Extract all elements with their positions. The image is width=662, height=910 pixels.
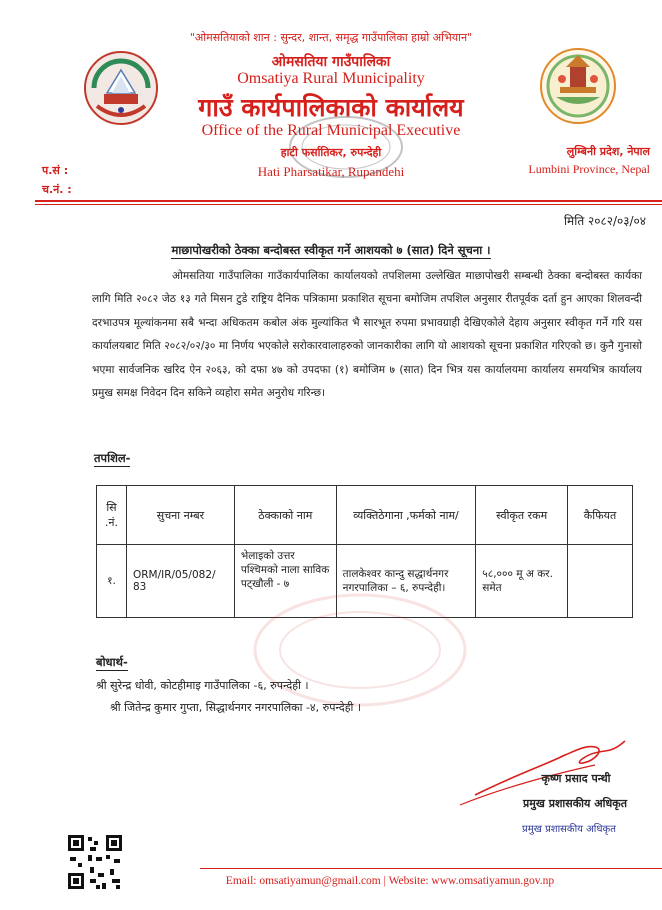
cell-notice-number: ORM/IR/05/082/ 83 — [126, 545, 234, 618]
municipality-name-nepali: ओमसतिया गाउँपालिका — [271, 54, 391, 70]
signatory-stamp-title: प्रमुख प्रशासकीय अधिकृत — [522, 824, 616, 835]
signatory-title: प्रमुख प्रशासकीय अधिकृत — [523, 797, 627, 810]
letter-body — [92, 265, 642, 405]
cc-heading: बोधार्थ- — [96, 655, 128, 669]
header-divider — [35, 200, 662, 202]
cell-approved-amount: ५८,००० मू अ कर. समेत — [476, 545, 568, 618]
cell-contractor: तालकेश्वर कान्दु सद्धार्थनगर नगरपालिका – ६, रुपन्देही। — [336, 545, 476, 618]
dispatch-number-label: च.नं. : — [42, 183, 72, 196]
signatory-name: कृष्ण प्रसाद पन्थी — [541, 772, 611, 785]
cc-line-2: श्री जितेन्द्र कुमार गुप्ता, सिद्धार्थनगर नगरपालिका -४, रुपन्देही । — [110, 701, 362, 714]
office-name-english: Office of the Rural Municipal Executive — [201, 122, 461, 139]
letter-body-paragraph: ओमसतिया गाउँपालिका गाउँकार्यपालिका कार्यालयको तपशिलमा उल्लेखित माछापोखरी सम्बन्धी ठेक्का बन्दोबस्त कार्यका लागि मिति २०८२ जेठ १३ गते मिसन टुडे राष्ट्रिय दैनिक पत्रिकामा प्रकाशित सूचना बमोजिम तपशिल अनुसार रीतपूर्वक दर्ता हुन आएका शिलवन्दी दरभाउपत्र मूल्यांकनमा सबै भन्दा अधिकतम कबोल अंक मुल्यांकित भै सारभूत रुपमा प्रभावग्राही देखिएकोले देहाय अनुसार स्वीकृत गर्ने गरि यस कार्यालयबाट मिति २०८२/०२/३० मा निर्णय भएकोले सरोकारवालाहरुको जानकारीका लागि यो आशयको सूचना प्रकाशित गरिएको छ। कुनै गुनासो भएमा सार्वजनिक खरिद ऐन २०६३, को दफा ४७ को उपदफा (१) बमोजिम ७ (सात) दिन भित्र यस कार्यालयमा कार्यालय समयभित्र कार्यालय प्रमुख समक्ष निवेदन दिन सकिने व्यहोरा समेत अनुरोध गरिन्छ। — [92, 270, 642, 400]
qr-code — [66, 833, 124, 891]
office-stamp — [286, 112, 406, 182]
details-heading: तपशिल- — [94, 451, 131, 465]
reference-number-label: प.सं : — [42, 164, 69, 177]
address-nepali: हाटी फर्सातिकर, रुपन्देही — [280, 146, 382, 159]
cell-sn: १. — [97, 545, 127, 618]
cc-line-1: श्री सुरेन्द्र धोवी, कोटहीमाइ गाउँपालिका -६, रुपन्देही । — [96, 679, 309, 692]
letter-date: मिति २०८२/०३/०४ — [563, 214, 646, 228]
column-header-sn: सि .नं. — [97, 486, 127, 545]
column-header-remarks: कैफियत — [568, 486, 633, 545]
column-header-contractor: व्यक्तिठेगाना ,फर्मको नाम/ — [336, 486, 476, 545]
slogan: "ओमसतियाको शान : सुन्दर, शान्त, समृद्ध गाउँपालिका हाम्रो अभियान" — [189, 31, 473, 44]
column-header-contract-name: ठेक्काको नाम — [234, 486, 336, 545]
footer-contact: Email: omsatiyamun@gmail.com | Website: www.omsatiyamun.gov.np — [225, 875, 555, 887]
letter-subject — [0, 243, 662, 258]
municipality-name-english: Omsatiya Rural Municipality — [237, 70, 425, 87]
cell-remarks — [568, 545, 633, 618]
column-header-approved-amount: स्वीकृत रकम — [476, 486, 568, 545]
province-english: Lumbini Province, Nepal — [528, 162, 650, 176]
footer-divider — [200, 868, 662, 869]
header-divider-thin — [35, 204, 662, 205]
table-header-row — [97, 486, 633, 545]
address-english: Hati Pharsatikar, Rupandehi — [257, 164, 405, 179]
letter-subject-text: माछापोखरीको ठेक्का बन्दोबस्त स्वीकृत गर्ने आशयको ७ (सात) दिने सूचना । — [171, 243, 491, 257]
office-name-nepali: गाउँ कार्यपालिकाको कार्यालय — [198, 93, 464, 122]
cell-contract-name: भेलाइको उत्तर पश्चिमको नाला साविक पट्खौली - ७ — [234, 545, 336, 618]
column-header-notice-number: सुचना नम्बर — [126, 486, 234, 545]
province-nepali: लुम्बिनी प्रदेश, नेपाल — [566, 145, 650, 158]
